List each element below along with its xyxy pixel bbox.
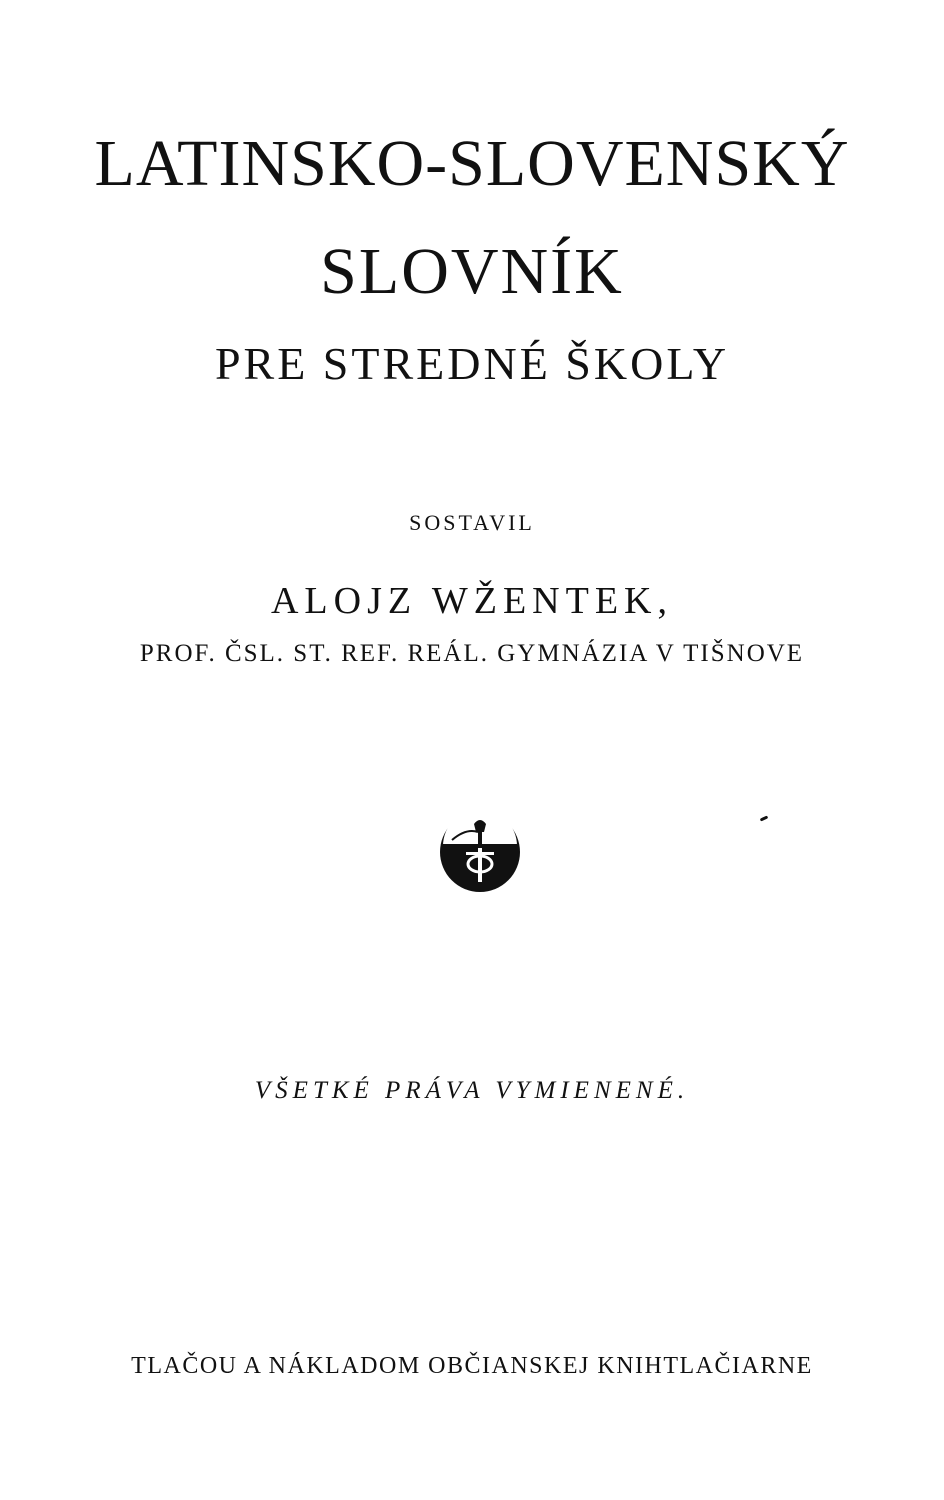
printer-imprint: TLAČOU A NÁKLADOM OBČIANSKEJ KNIHTLAČIARNE	[131, 1353, 813, 1379]
ink-speck	[760, 815, 769, 821]
title-line-1: LATINSKO-SLOVENSKÝ	[94, 127, 850, 200]
compiled-by-label: SOSTAVIL	[409, 510, 535, 535]
author-position: PROF. ČSL. ST. REF. REÁL. GYMNÁZIA V TIŠNOVE	[139, 640, 805, 667]
publisher-emblem-icon	[438, 810, 522, 894]
subtitle: PRE STREDNÉ ŠKOLY	[214, 338, 730, 389]
author-name: ALOJZ WŽENTEK,	[270, 580, 673, 622]
rights-notice: VŠETKÉ PRÁVA VYMIENENÉ.	[254, 1077, 690, 1104]
title-line-2: SLOVNÍK	[320, 235, 624, 308]
